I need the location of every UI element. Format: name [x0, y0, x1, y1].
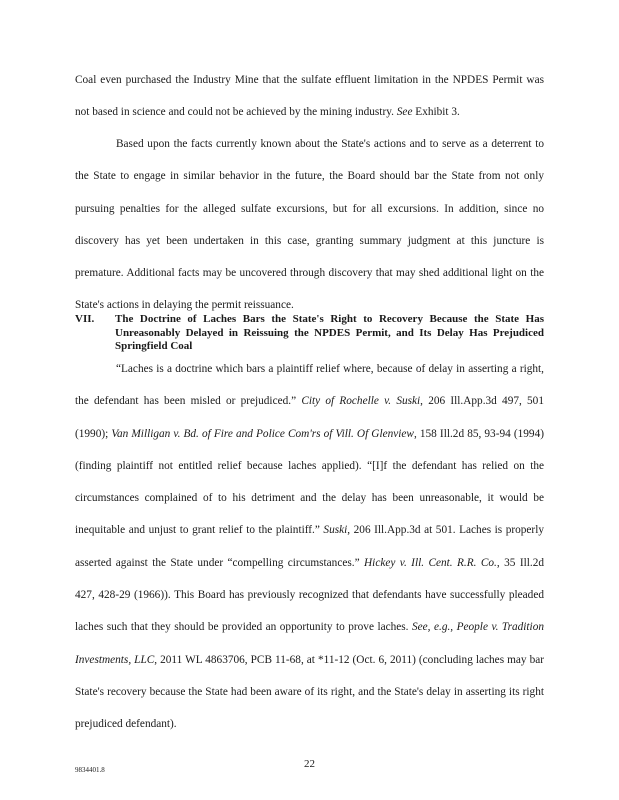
text-run: , 206 Ill.App.3d at 501. Laches is properly asserted against the State under “compelling circumstances.” [75, 524, 544, 569]
text-run: “Laches is a doctrine which bars a plaintiff relief where, because of delay in asserting a right, the defendant has been misled or prejudiced.” [75, 363, 544, 408]
text-run: Based upon the facts currently known about the State's actions and to serve as a deterrent to the State to engage in similar behavior in the future, the Board should bar the State from not only pursuing penalties for the alleged sulfate excursions, but for all excursions. In addition, since no discovery has yet been undertaken in this case, granting summary judgment at this juncture is premature. Additional facts may be uncovered through discovery that may shed additional light on the State's actions in delaying the permit reissuance. [75, 138, 544, 312]
page-number: 22 [304, 758, 315, 770]
citation-italic: Suski [323, 524, 348, 537]
citation-italic: Hickey v. Ill. Cent. R.R. Co. [364, 556, 497, 569]
text-run: , 2011 WL 4863706, PCB 11-68, at *11-12 (Oct. 6, 2011) (concluding laches may bar State's recovery because the State had been aware of its right, and the State's delay in asserting its right prejudiced defendant). [75, 653, 544, 731]
text-run: , 158 Ill.2d 85, 93-94 (1994) (finding plaintiff not entitled relief because laches applied). “[I]f the defendant has relied on the circumstances complained of to his detriment and the delay has been unreasonable, it would be inequitable and unjust to grant relief to the plaintiff.” [75, 427, 544, 537]
text-run: Exhibit 3. [412, 106, 460, 119]
citation-italic: City of Rochelle v. Suski [301, 395, 421, 408]
paragraph-deterrent [75, 128, 544, 322]
document-id: 9834401.8 [75, 766, 105, 774]
text-run: , 35 Ill.2d 427, 428-29 (1966)). This Board has previously recognized that defendants have successfully pleaded laches such that they should be provided an opportunity to prove laches. [75, 556, 544, 634]
paragraph-laches [75, 353, 544, 741]
citation-italic: Van Milligan v. Bd. of Fire and Police Com'rs of Vill. Of Glenview [111, 427, 414, 440]
citation-italic: See, e.g., People v. Tradition Investments, LLC [75, 621, 544, 666]
paragraph-continuation [75, 64, 544, 129]
text-run: Coal even purchased the Industry Mine that the sulfate effluent limitation in the NPDES Permit was not based in science and could not be achieved by the mining industry. [75, 74, 544, 119]
section-number: VII. [75, 313, 95, 325]
section-title: The Doctrine of Laches Bars the State's Right to Recovery Because the State Has Unreasonably Delayed in Reissuing the NPDES Permit, and Its Delay Has Prejudiced Springfield Coal [115, 313, 544, 353]
citation-italic: See [396, 106, 413, 119]
text-run: , 206 Ill.App.3d 497, 501 (1990); [75, 395, 544, 440]
